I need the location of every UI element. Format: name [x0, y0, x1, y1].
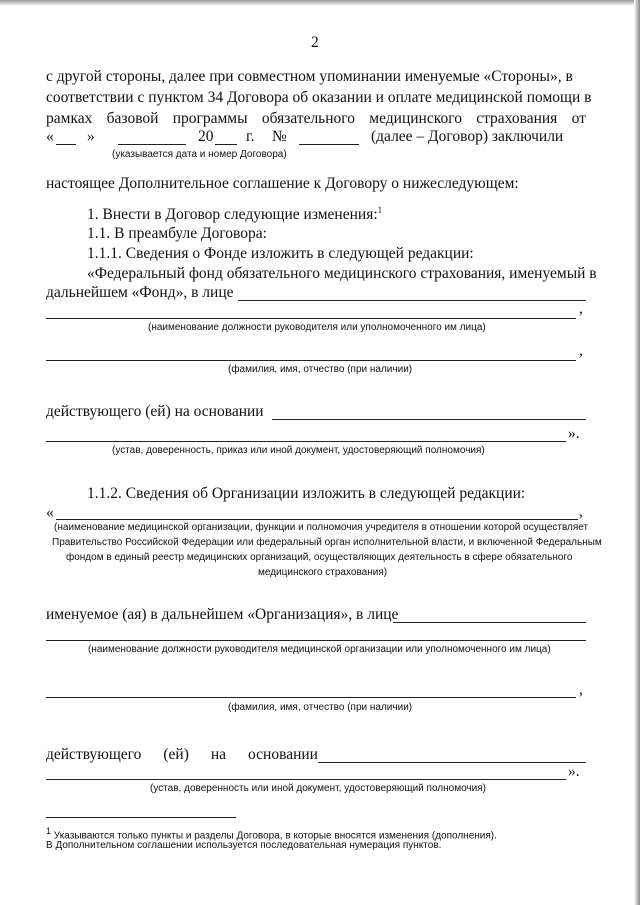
fund-close-quote: ».: [568, 425, 580, 442]
month-blank-line: [118, 144, 186, 145]
fund-position-caption: (наименование должности руководителя или уполномоченного им лица): [148, 322, 486, 333]
org-caption-line-3: фондом в единый реестр медицинских организаций, осуществляющих деятельность в сфере обязательного: [66, 552, 573, 563]
item-1: [87, 205, 382, 224]
comma: ,: [579, 300, 583, 317]
word: действующего: [46, 746, 142, 763]
org-basis-caption: (устав, доверенность или иной документ, удостоверяющий полномочия): [150, 783, 486, 794]
word: медицинского: [369, 110, 462, 127]
comma: ,: [579, 681, 583, 698]
intro-line-4-tail: (далее – Договор) заключили: [371, 128, 564, 145]
scan-edge-right: [634, 0, 640, 905]
footnote-ref: 1: [377, 205, 383, 215]
intro-line-1: с другой стороны, далее при совместном упоминании именуемые «Стороны», в: [46, 68, 573, 85]
org-fio-line: [46, 697, 576, 698]
word: базовой: [106, 110, 159, 127]
org-open-quote: «: [46, 504, 54, 521]
word: страхования: [476, 110, 558, 127]
fund-line-1: «Федеральный фонд обязательного медицинского страхования, именуемый в: [87, 265, 597, 282]
word: программы: [172, 110, 248, 127]
word: основании: [248, 746, 318, 763]
word: (ей): [163, 746, 189, 763]
intro-line-3: [46, 110, 586, 128]
org-caption-line-4: медицинского страхования): [258, 567, 388, 578]
page-number: 2: [311, 34, 319, 51]
fund-position-line: [46, 318, 576, 319]
year-prefix: 20: [198, 128, 214, 145]
org-caption-line-2: Правительство Российской Федерации или федеральный орган исполнительной власти, и включенной Федеральным: [52, 537, 602, 548]
intro-line-2: соответствии с пунктом 34 Договора об оказании и оплате медицинской помощи в: [46, 89, 592, 106]
fund-basis-line-1: [272, 419, 586, 420]
word: рамках: [46, 110, 93, 127]
item-1-1-1: 1.1.1. Сведения о Фонде изложить в следующей редакции:: [87, 245, 474, 262]
org-basis-line-1: [318, 762, 586, 763]
comma: ,: [579, 342, 583, 359]
intro-line-5: настоящее Дополнительное соглашение к Договору о нижеследующем:: [46, 175, 519, 192]
word: обязательного: [261, 110, 356, 127]
item-1-text: 1. Внести в Договор следующие изменения:: [87, 206, 378, 224]
fund-basis-line-2: [46, 441, 566, 442]
date-number-caption: (указывается дата и номер Договора): [112, 149, 287, 160]
word: от: [571, 110, 586, 127]
footnote-line-2: В Дополнительном соглашении используется последовательная нумерация пунктов.: [46, 840, 442, 851]
org-position-caption: (наименование должности руководителя медицинской организации или уполномоченного им лица): [88, 644, 551, 655]
day-blank-line: [56, 144, 76, 145]
fund-fio-caption: (фамилия, имя, отчество (при наличии): [228, 364, 413, 375]
date-close-quote: »: [87, 128, 95, 145]
year-g-label: г.: [246, 128, 255, 145]
number-sign: №: [272, 128, 287, 145]
org-position-line: [46, 640, 586, 641]
number-blank-line: [299, 144, 359, 145]
org-fio-caption: (фамилия, имя, отчество (при наличии): [228, 702, 413, 713]
comma: ,: [579, 503, 583, 520]
org-acting-label: [46, 746, 318, 764]
footnote-text-1: Указываются только пункты и разделы Договора, в которые вносятся изменения (дополнения).: [53, 830, 497, 842]
word: на: [210, 746, 227, 763]
org-caption-line-1: (наименование медицинской организации, функции и полномочия учредителя в отношении которой осуществляет: [54, 522, 589, 533]
fund-representative-line: [238, 300, 586, 301]
year-blank-line: [215, 144, 237, 145]
org-named-label: именуемое (ая) в дальнейшем «Организация», в лице: [46, 606, 399, 623]
org-close-quote: ».: [568, 763, 580, 780]
footnote-mark: 1: [46, 826, 52, 836]
fund-basis-caption: (устав, доверенность, приказ или иной документ, удостоверяющий полномочия): [112, 445, 485, 456]
fund-acting-basis-label: действующего (ей) на основании: [46, 403, 264, 420]
fund-fio-line: [46, 360, 576, 361]
org-name-line: [56, 519, 578, 520]
item-1-1-2: 1.1.2. Сведения об Организации изложить в следующей редакции:: [87, 485, 526, 502]
scan-edge-top: [0, 0, 640, 6]
item-1-1: 1.1. В преамбуле Договора:: [87, 225, 267, 242]
fund-line-2: дальнейшем «Фонд», в лице: [46, 284, 234, 301]
org-basis-line-2: [46, 779, 566, 780]
org-representative-line: [393, 622, 586, 623]
date-open-quote: «: [46, 128, 54, 145]
footnote-separator: [46, 817, 236, 818]
